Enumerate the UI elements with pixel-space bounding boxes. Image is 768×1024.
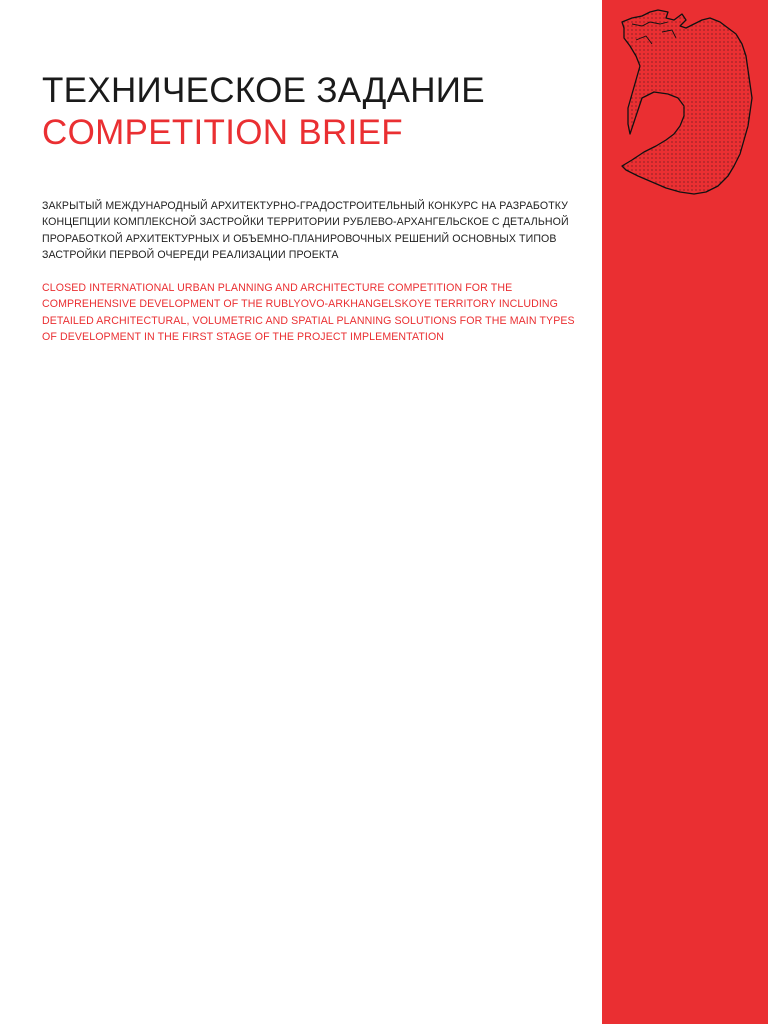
- territory-map-icon: [602, 0, 768, 210]
- description-ru: ЗАКРЫТЫЙ МЕЖДУНАРОДНЫЙ АРХИТЕКТУРНО-ГРАДОСТРОИТЕЛЬНЫЙ КОНКУРС НА РАЗРАБОТКУ КОНЦЕПЦИИ КОМПЛЕКСНОЙ ЗАСТРОЙКИ ТЕРРИТОРИИ РУБЛЕВО-АРХАНГЕЛЬСКОЕ С ДЕТАЛЬНОЙ ПРОРАБОТКОЙ АРХИТЕКТУРНЫХ И ОБЪЕМНО-ПЛАНИРОВОЧНЫХ РЕШЕНИЙ ОСНОВНЫХ ТИПОВ ЗАСТРОЙКИ ПЕРВОЙ ОЧЕРЕДИ РЕАЛИЗАЦИИ ПРОЕКТА: [42, 200, 569, 261]
- page-title-ru: ТЕХНИЧЕСКОЕ ЗАДАНИЕ: [42, 71, 485, 110]
- page-title-en: COMPETITION BRIEF: [42, 113, 403, 152]
- description-en: CLOSED INTERNATIONAL URBAN PLANNING AND ARCHITECTURE COMPETITION FOR THE COMPREHENSIVE DEVELOPMENT OF THE RUBLYOVO-ARKHANGELSKOYE TERRITORY INCLUDING DETAILED ARCHITECTURAL, VOLUMETRIC AND SPATIAL PLANNING SOLUTIONS FOR THE MAIN TYPES OF DEVELOPMENT IN THE FIRST STAGE OF THE PROJECT IMPLEMENTATION: [42, 282, 575, 344]
- content-area: [42, 70, 582, 345]
